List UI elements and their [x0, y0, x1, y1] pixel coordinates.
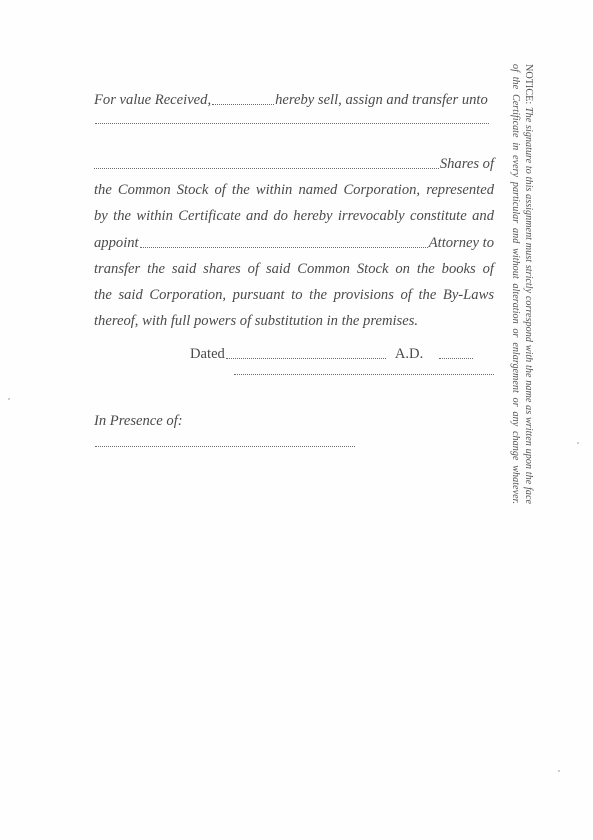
signature-blank[interactable]: [234, 374, 494, 375]
witness-line: [94, 446, 356, 451]
signature-line: [233, 374, 495, 379]
scan-speck: [8, 398, 10, 400]
appoint-label: appoint: [94, 235, 139, 251]
shares-of-label: Shares of: [439, 156, 494, 172]
year-blank[interactable]: [439, 358, 473, 359]
certificate-text: by the within Certificate and do hereby irrevocably constitute and: [94, 208, 494, 224]
signature-notice: [505, 64, 535, 504]
scan-speck: [558, 770, 560, 772]
shares-line: [94, 155, 494, 173]
body-line-9: [94, 312, 494, 330]
value-received-label: For value Received,: [94, 92, 212, 108]
assignee-line: [94, 123, 490, 128]
shares-count-blank[interactable]: [94, 168, 439, 169]
body-line-7: [94, 260, 494, 278]
date-blank[interactable]: [226, 358, 386, 359]
dated-line: [190, 345, 495, 363]
presence-line: [94, 412, 494, 430]
body-line-4: [94, 181, 494, 199]
transfer-text: transfer the said shares of said Common Stock on the books of: [94, 261, 494, 277]
value-received-line: [94, 91, 494, 109]
body-line-5: [94, 207, 494, 225]
assignee-blank[interactable]: [95, 123, 489, 124]
presence-label: In Presence of:: [94, 413, 183, 429]
assignor-blank[interactable]: [212, 104, 274, 105]
notice-text: The signature to this assignment must strictly correspond with the name as written upon the face of the Certificate in every particular and without alteration or enlargement or any change whatever.: [510, 64, 534, 504]
bylaws-text: the said Corporation, pursuant to the provisions of the By-Laws: [94, 287, 494, 303]
attorney-to-label: Attorney to: [428, 235, 494, 251]
body-line-8: [94, 286, 494, 304]
notice-lead: NOTICE:: [523, 64, 534, 107]
substitution-text: thereof, with full powers of substitution in the premises.: [94, 313, 419, 329]
ad-label: A.D.: [394, 346, 424, 362]
witness-blank[interactable]: [95, 446, 355, 447]
dated-label: Dated: [190, 346, 225, 362]
appoint-line: [94, 234, 494, 252]
sell-assign-transfer-label: hereby sell, assign and transfer unto: [275, 92, 488, 108]
attorney-name-blank[interactable]: [140, 247, 428, 248]
common-stock-text: the Common Stock of the within named Corporation, represented: [94, 182, 494, 198]
scan-speck: [577, 442, 579, 444]
